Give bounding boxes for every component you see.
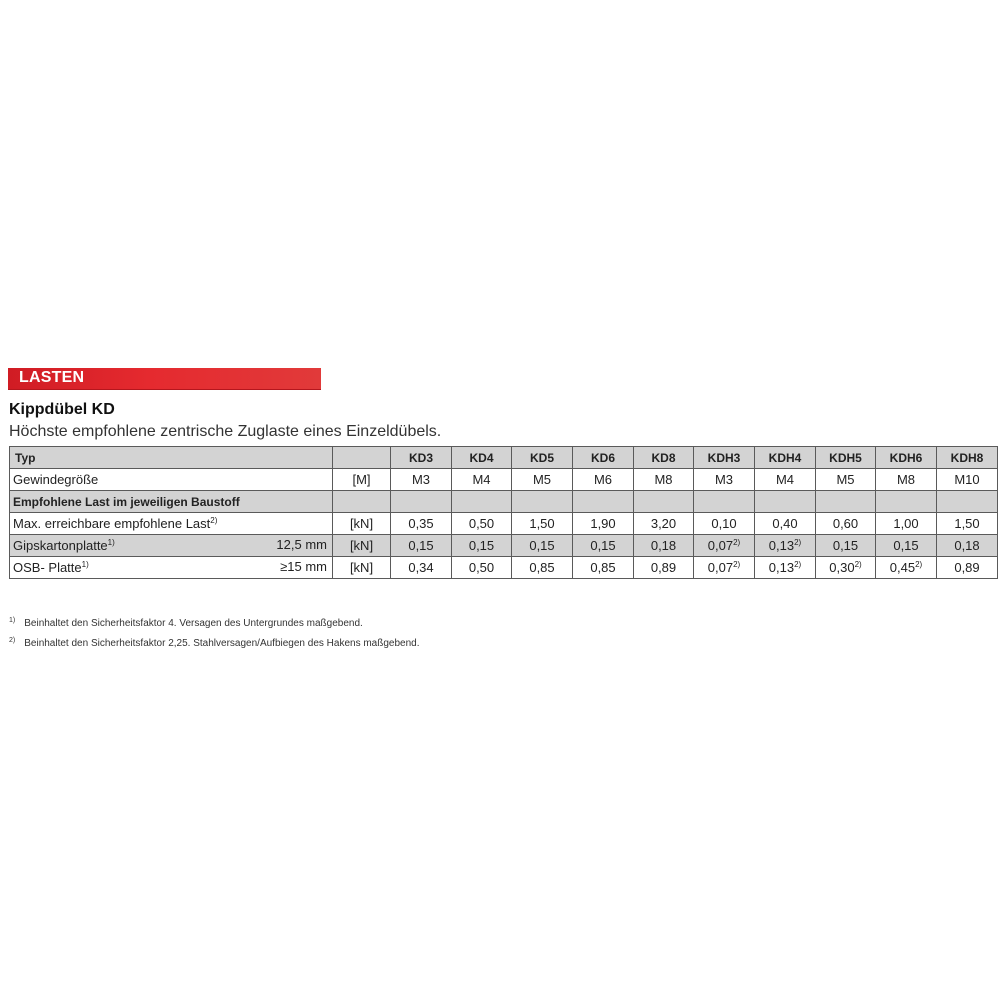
row-label: OSB- Platte$^{1)}$ ≥15 mm [10,557,333,579]
section-banner-label: LASTEN [19,369,85,386]
gewinde-cell: M3 [391,469,452,491]
footnote-1: $^{1)}$ Beinhaltet den Sicherheitsfaktor 4. Versagen des Untergrundes maßgebend. [9,617,363,629]
table-header-row [10,447,998,469]
load-value-cell: 0,15 [391,535,452,557]
type-header-cell: KD3 [391,447,452,469]
load-value-cell: 0,13$^{2)}$ [755,557,816,579]
table-section-row [10,491,998,513]
load-value-cell: 0,89 [634,557,694,579]
load-value-cell: 0,40 [755,513,816,535]
type-header-cell: KDH4 [755,447,816,469]
gewinde-cell: M10 [937,469,998,491]
section-empty-cell [573,491,634,513]
section-empty-cell [755,491,816,513]
load-value-cell: 0,85 [573,557,634,579]
row-label: Gipskartonplatte$^{1)}$ 12,5 mm [10,535,333,557]
load-value-cell: 0,07$^{2)}$ [694,557,755,579]
load-value-cell: 0,07$^{2)}$ [694,535,755,557]
gewinde-cell: M5 [512,469,573,491]
table-row [10,535,998,557]
row-unit: [kN] [333,535,391,557]
load-value-cell: 3,20 [634,513,694,535]
load-value-cell: 0,15 [816,535,876,557]
load-value-cell: 0,15 [452,535,512,557]
load-value-cell: 0,13$^{2)}$ [755,535,816,557]
gewinde-cell: M4 [755,469,816,491]
load-value-cell: 0,30$^{2)}$ [816,557,876,579]
type-header-cell: KD4 [452,447,512,469]
load-value-cell: 0,45$^{2)}$ [876,557,937,579]
load-value-cell: 1,50 [937,513,998,535]
section-unit-cell [333,491,391,513]
row-thickness: ≥15 mm [280,559,327,574]
load-table [9,446,998,579]
type-header-cell: KDH6 [876,447,937,469]
table-row [10,513,998,535]
row-label: Max. erreichbare empfohlene Last$^{2)}$ [10,513,333,535]
product-title: Kippdübel KD [9,401,115,418]
gewinde-label: Gewindegröße [10,469,333,491]
load-value-cell: 1,00 [876,513,937,535]
section-empty-cell [634,491,694,513]
load-value-cell: 0,35 [391,513,452,535]
load-value-cell: 0,50 [452,557,512,579]
gewinde-cell: M8 [634,469,694,491]
gewinde-cell: M6 [573,469,634,491]
section-empty-cell [391,491,452,513]
load-value-cell: 0,89 [937,557,998,579]
footnote-2: $^{2)}$ Beinhaltet den Sicherheitsfaktor 2,25. Stahlversagen/Aufbiegen des Hakens maßgebend. [9,637,420,649]
section-empty-cell [816,491,876,513]
section-empty-cell [876,491,937,513]
row-unit: [kN] [333,513,391,535]
table-row-gewinde [10,469,998,491]
gewinde-cell: M4 [452,469,512,491]
load-value-cell: 0,34 [391,557,452,579]
load-value-cell: 0,85 [512,557,573,579]
load-value-cell: 0,50 [452,513,512,535]
load-value-cell: 0,15 [512,535,573,557]
type-header: Typ [10,447,333,469]
section-banner [8,368,321,390]
load-value-cell: 0,15 [573,535,634,557]
footnotes [9,612,420,652]
section-empty-cell [694,491,755,513]
type-header-cell: KDH3 [694,447,755,469]
section-empty-cell [937,491,998,513]
type-header-cell: KDH8 [937,447,998,469]
gewinde-cell: M5 [816,469,876,491]
section-empty-cell [452,491,512,513]
load-value-cell: 1,90 [573,513,634,535]
unit-header [333,447,391,469]
gewinde-cell: M8 [876,469,937,491]
table-row [10,557,998,579]
row-unit: [kN] [333,557,391,579]
type-header-cell: KD6 [573,447,634,469]
load-value-cell: 0,10 [694,513,755,535]
section-empty-cell [512,491,573,513]
load-value-cell: 0,60 [816,513,876,535]
load-value-cell: 0,15 [876,535,937,557]
type-header-cell: KDH5 [816,447,876,469]
load-value-cell: 1,50 [512,513,573,535]
type-header-cell: KD5 [512,447,573,469]
load-value-cell: 0,18 [634,535,694,557]
gewinde-cell: M3 [694,469,755,491]
row-thickness: 12,5 mm [276,537,327,552]
gewinde-unit: [M] [333,469,391,491]
load-value-cell: 0,18 [937,535,998,557]
section-label: Empfohlene Last im jeweiligen Baustoff [10,491,333,513]
type-header-cell: KD8 [634,447,694,469]
product-subtitle: Höchste empfohlene zentrische Zuglaste eines Einzeldübels. [9,423,442,440]
